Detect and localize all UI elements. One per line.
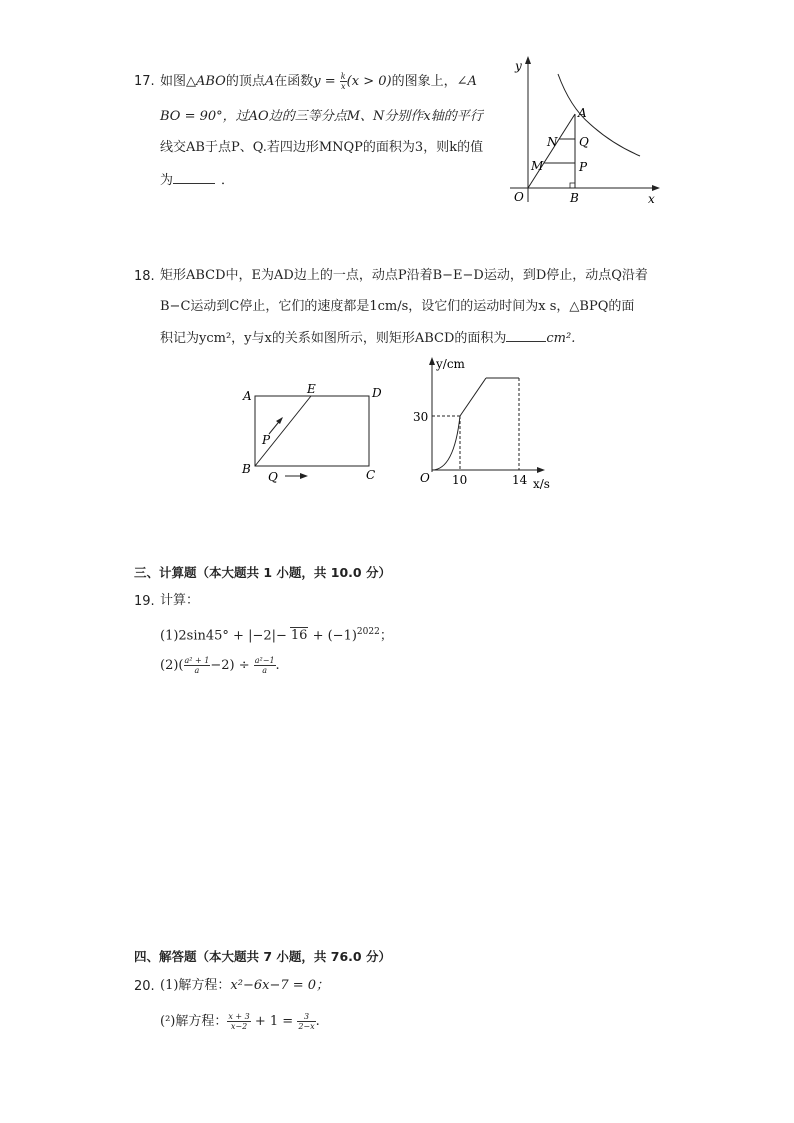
fig18-label-P: P bbox=[262, 433, 271, 447]
fig18b-tick-14: 14 bbox=[512, 473, 528, 487]
question-18-line-2: B−C运动到C停止，它们的速度都是1cm/s，设它们的运动时间为x s，△BPQ的面 bbox=[160, 299, 635, 314]
question-18-line-3: 积记为ycm²，y与x的关系如图所示，则矩形ABCD的面积为 cm². bbox=[160, 331, 576, 346]
question-17-line-3: 线交AB于点P、Q.若四边形MNQP的面积为3，则k的值 bbox=[160, 140, 484, 155]
figure-18-rectangle bbox=[236, 380, 396, 490]
question-20-part-2: (²)解方程： $\frac{x + 3}{x-2}$ + 1 = $\frac{3}{2-x}$ . bbox=[160, 1012, 320, 1031]
question-17-line-4: 为 ． bbox=[160, 173, 235, 188]
fig18-label-C: C bbox=[366, 468, 376, 482]
question-18-line-1: 矩形ABCD中，E为AD边上的一点，动点P沿着B−E−D运动，到D停止，动点Q沿着 bbox=[160, 268, 648, 283]
fig18b-tick-10: 10 bbox=[452, 473, 468, 487]
fig17-label-B: B bbox=[570, 191, 579, 205]
question-17-line-2: BO = 90°，过AO边的三等分点M、N分别作x轴的平行 bbox=[160, 109, 483, 124]
fig18-label-B: B bbox=[242, 462, 251, 476]
fig18-label-Q: Q bbox=[268, 470, 278, 484]
figure-17-hyperbola bbox=[500, 52, 670, 212]
fig18-label-A: A bbox=[243, 389, 252, 403]
fig17-label-A: A bbox=[578, 106, 587, 120]
question-18-number: 18. bbox=[134, 269, 155, 284]
section-3-heading: 三、计算题（本大题共 1 小题，共 10.0 分） bbox=[134, 565, 391, 580]
figure-18-graph bbox=[410, 352, 560, 494]
fig18-label-D: D bbox=[372, 386, 382, 400]
fig17-label-Q: Q bbox=[579, 135, 589, 149]
answer-blank-18 bbox=[506, 329, 546, 342]
fig17-label-M: M bbox=[531, 159, 544, 173]
section-4-heading: 四、解答题（本大题共 7 小题，共 76.0 分） bbox=[134, 949, 391, 964]
fig17-label-P: P bbox=[579, 160, 588, 174]
fig17-label-O: O bbox=[514, 190, 524, 204]
answer-blank-17 bbox=[173, 171, 215, 184]
fig18-label-E: E bbox=[307, 382, 316, 396]
question-20-number: 20. bbox=[134, 979, 155, 994]
fig18b-xlabel: x/s bbox=[533, 477, 550, 491]
question-19-number: 19. bbox=[134, 594, 155, 609]
question-19-title: 计算： bbox=[160, 593, 200, 608]
fig18b-tick-30: 30 bbox=[413, 410, 429, 424]
fraction-k-over-x: $\frac{k}{x}$ bbox=[340, 72, 346, 91]
fig17-label-x: x bbox=[648, 192, 655, 206]
question-20-part-1: (1)解方程：x²−6x−7 = 0； bbox=[160, 978, 330, 993]
fig18b-ylabel: y/cm bbox=[436, 357, 465, 371]
fig18b-label-O: O bbox=[420, 471, 430, 485]
question-17-line-1: 如图△ABO的顶点A在函数y = $\frac{k}{x}$ (x > 0)的图象上，∠A bbox=[160, 72, 477, 91]
question-17-number: 17. bbox=[134, 74, 155, 89]
question-19-part-1: $(1)2\sin 45^\circ + |-2|- 16 + (-1)^{2022}$； bbox=[160, 627, 393, 644]
fig17-label-N: N bbox=[547, 135, 558, 149]
fig17-label-y: y bbox=[515, 59, 522, 73]
sqrt-radicand: 16 bbox=[290, 628, 308, 644]
question-19-part-2: (2)( $\frac{\text{a² + 1}}{a}$ −2) ÷ $\frac{\text{a²−1}}{a}$ . bbox=[160, 656, 280, 675]
